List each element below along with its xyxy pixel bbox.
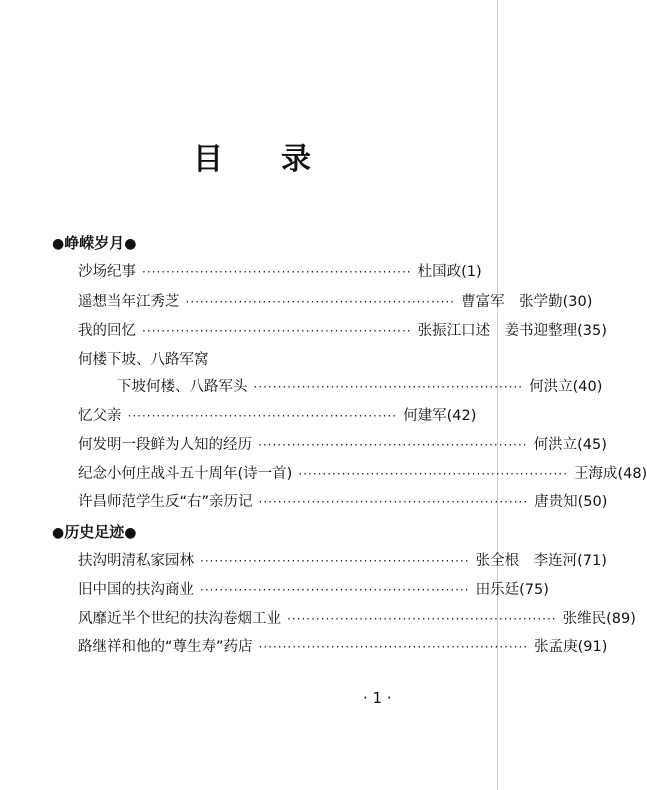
- entry-title: 扶沟明清私家园林: [78, 553, 194, 569]
- toc-entry[interactable]: [117, 377, 603, 397]
- entry-page: (50): [577, 494, 608, 510]
- leader-dots: ························································: [258, 640, 529, 654]
- bullet-icon: ●: [52, 236, 65, 252]
- entry-author: 张振江口述 姜书迎整理: [417, 323, 578, 339]
- toc-entry[interactable]: [78, 609, 636, 629]
- entry-author: 何洪立: [533, 437, 578, 453]
- section-heading: [52, 233, 136, 254]
- leader-dots: ························································: [142, 324, 412, 338]
- entry-title: 遥想当年江秀芝: [78, 294, 180, 310]
- entry-author: 王海成: [573, 466, 618, 482]
- entry-author: 张维民: [562, 611, 607, 627]
- toc-entry[interactable]: [78, 492, 608, 512]
- toc-entry[interactable]: [78, 464, 647, 484]
- entry-title: 路继祥和他的“尊生寿”药店: [78, 639, 253, 655]
- section-heading-label: 历史足迹: [64, 523, 125, 541]
- toc-entry-heading[interactable]: [78, 350, 430, 370]
- entry-author: 张孟庚: [534, 639, 578, 655]
- toc-entry[interactable]: [78, 551, 607, 571]
- toc-entry[interactable]: [78, 321, 607, 341]
- entry-title: 我的回忆: [78, 323, 136, 339]
- entry-title: 何发明一段鲜为人知的经历: [78, 437, 252, 453]
- toc-entry[interactable]: [78, 637, 608, 657]
- leader-dots: ························································: [298, 467, 568, 481]
- entry-title: 旧中国的扶沟商业: [78, 582, 194, 598]
- entry-page: (40): [572, 379, 603, 395]
- entry-author: 何建军: [403, 408, 447, 424]
- entry-page: (35): [577, 323, 607, 339]
- entry-title: 纪念小何庄战斗五十周年(诗一首): [78, 466, 293, 482]
- entry-page: (48): [617, 466, 647, 482]
- page-number: · 1 ·: [363, 689, 392, 707]
- entry-page: (91): [577, 639, 608, 655]
- entry-author: 张全根 李连河: [475, 553, 578, 569]
- entry-title: 沙场纪事: [78, 264, 136, 280]
- entry-author: 唐贵知: [534, 494, 578, 510]
- leader-dots: ························································: [127, 409, 398, 423]
- entry-author: 曹富军 张学勤: [461, 294, 563, 310]
- leader-dots: ························································: [142, 265, 412, 279]
- section-heading-label: 峥嵘岁月: [64, 234, 125, 252]
- toc-entry[interactable]: [78, 406, 477, 426]
- entry-title: 许昌师范学生反“右”亲历记: [78, 494, 253, 510]
- toc-entry[interactable]: [78, 292, 593, 312]
- entry-page: (89): [606, 611, 636, 627]
- entry-page: (45): [577, 437, 607, 453]
- toc-entry[interactable]: [78, 580, 549, 600]
- section-heading: [52, 522, 136, 543]
- entry-title: 忆父亲: [78, 408, 122, 424]
- leader-dots: ························································: [287, 612, 557, 626]
- entry-author: 田乐廷: [475, 582, 520, 598]
- entry-title: 风靡近半个世纪的扶沟卷烟工业: [78, 611, 281, 627]
- entry-title: 下坡何楼、八路军头: [117, 379, 248, 395]
- leader-dots: ························································: [200, 554, 470, 568]
- entry-page: (71): [577, 553, 607, 569]
- bullet-icon: ●: [52, 525, 65, 541]
- entry-title: 何楼下坡、八路军窝: [78, 352, 209, 368]
- toc-entry[interactable]: [78, 262, 482, 282]
- bullet-icon: ●: [124, 525, 137, 541]
- leader-dots: ························································: [185, 295, 456, 309]
- entry-page: (42): [446, 408, 477, 424]
- leader-dots: ························································: [253, 380, 524, 394]
- entry-page: (30): [562, 294, 593, 310]
- entry-page: (75): [519, 582, 549, 598]
- entry-page: (1): [461, 264, 482, 280]
- leader-dots: ························································: [200, 583, 470, 597]
- toc-entry[interactable]: [78, 435, 607, 455]
- leader-dots: ························································: [258, 495, 529, 509]
- bullet-icon: ●: [124, 236, 137, 252]
- page-title: 目录: [193, 142, 369, 177]
- entry-author: 何洪立: [529, 379, 573, 395]
- entry-author: 杜国政: [417, 264, 462, 280]
- leader-dots: ························································: [258, 438, 528, 452]
